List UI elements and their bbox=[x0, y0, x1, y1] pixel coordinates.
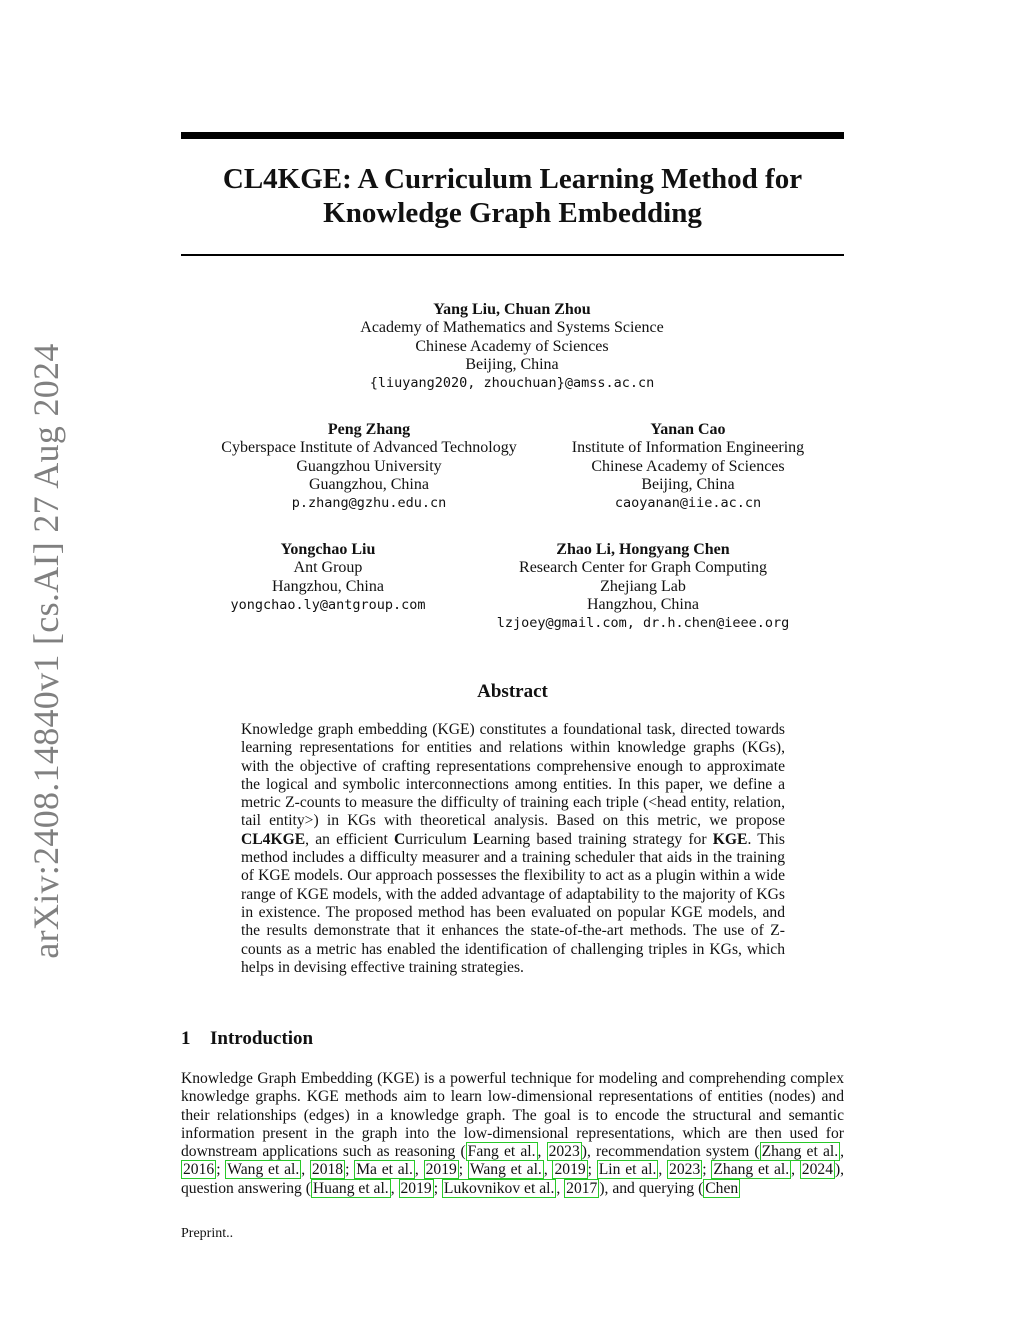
citation-link[interactable]: 2017 bbox=[566, 1179, 598, 1197]
abstract-bold-kge: KGE bbox=[712, 830, 748, 848]
intro-text: ), question answering ( bbox=[181, 1161, 845, 1197]
author-name: Yang Liu, Chuan Zhou bbox=[433, 301, 591, 318]
affiliation: Chinese Academy of Sciences bbox=[591, 457, 785, 475]
citation-link[interactable]: 2019 bbox=[554, 1161, 586, 1179]
intro-text: ), and querying ( bbox=[599, 1179, 704, 1197]
author-email[interactable]: {liuyang2020, zhouchuan}@amss.ac.cn bbox=[369, 375, 655, 392]
intro-text: Knowledge Graph Embedding (KGE) is a powerful technique for modeling and comprehending complex knowledge graphs. KGE methods aim to learn low-dimensional representations of entities (nodes) and their relationships (edges) in a knowledge graph. The goal is to encode the structural and semantic information present in the graph into the low-dimensional representations, which are then used for downstream applications such as reasoning ( bbox=[181, 1070, 844, 1161]
arxiv-identifier-stamp: arXiv:2408.14840v1 [cs.AI] 27 Aug 2024 bbox=[26, 343, 66, 959]
author-email[interactable]: p.zhang@gzhu.edu.cn bbox=[291, 495, 447, 512]
location: Hangzhou, China bbox=[587, 595, 699, 613]
citation-link[interactable]: 2016 bbox=[183, 1161, 215, 1179]
location: Guangzhou, China bbox=[309, 475, 429, 493]
citation-link[interactable]: Wang et al. bbox=[227, 1161, 300, 1179]
location: Beijing, China bbox=[641, 475, 735, 493]
author-email[interactable]: caoyanan@iie.ac.cn bbox=[614, 495, 762, 512]
abstract-body bbox=[241, 721, 785, 977]
abstract-bold-letter: C bbox=[394, 830, 406, 848]
affiliation: Chinese Academy of Sciences bbox=[415, 337, 609, 355]
affiliation: Research Center for Graph Computing bbox=[519, 559, 767, 577]
affiliation: Ant Group bbox=[293, 559, 363, 577]
author-name: Yongchao Liu bbox=[280, 541, 376, 558]
affiliation: Cyberspace Institute of Advanced Technology bbox=[221, 439, 517, 457]
author-block-yongchao-liu bbox=[208, 541, 448, 614]
intro-text: ), recommendation system ( bbox=[581, 1143, 760, 1161]
author-name: Peng Zhang bbox=[327, 421, 411, 438]
citation-link[interactable]: 2023 bbox=[548, 1143, 580, 1161]
author-block-li-chen bbox=[473, 541, 813, 632]
abstract-heading: Abstract bbox=[477, 681, 548, 702]
author-block-liu-zhou bbox=[312, 301, 712, 392]
section-number: 1 bbox=[181, 1028, 191, 1049]
location: Hangzhou, China bbox=[272, 577, 384, 595]
citation-link[interactable]: 2018 bbox=[311, 1161, 344, 1179]
abstract-text: Knowledge graph embedding (KGE) constitutes a foundational task, directed towards learning representations for entities and relations within knowledge graphs (KGs), with the objective of crafting representations comprehensive enough to approximate the logical and symbolic interconnections among entities. In this paper, we define a metric Z-counts to measure the difficulty of training each triple (<head entity, relation, tail entity>) in KGs with theoretical analysis. Based on this metric, we propose bbox=[241, 721, 785, 830]
author-block-zhang bbox=[204, 421, 534, 512]
citation-link[interactable]: 2024 bbox=[801, 1161, 833, 1179]
title-top-rule bbox=[181, 132, 844, 139]
title-line-1: CL4KGE: A Curriculum Learning Method for bbox=[222, 163, 803, 195]
title-bottom-rule bbox=[181, 254, 844, 256]
footer-preprint: Preprint.. bbox=[181, 1226, 234, 1241]
citation-link[interactable]: Huang et al. bbox=[312, 1179, 389, 1197]
affiliation: Guangzhou University bbox=[296, 457, 442, 475]
author-email[interactable]: yongchao.ly@antgroup.com bbox=[230, 596, 426, 613]
abstract-text: urriculum bbox=[405, 830, 473, 848]
citation-link[interactable]: Zhang et al. bbox=[713, 1161, 790, 1179]
location: Beijing, China bbox=[465, 355, 559, 373]
affiliation: Academy of Mathematics and Systems Science bbox=[360, 319, 664, 337]
title-line-2: Knowledge Graph Embedding bbox=[323, 197, 702, 229]
citation-link[interactable]: Zhang et al. bbox=[761, 1143, 839, 1161]
author-name: Zhao Li, Hongyang Chen bbox=[556, 541, 730, 558]
abstract-text: earning based training strategy for bbox=[483, 830, 713, 848]
section-title: Introduction bbox=[210, 1028, 314, 1049]
citation-link[interactable]: Chen bbox=[705, 1179, 739, 1197]
paper-title bbox=[181, 162, 844, 230]
introduction-paragraph: Knowledge Graph Embedding (KGE) is a powerful technique for modeling and comprehending complex knowledge graphs. KGE methods aim to learn low-dimensional representations of entities (nodes) and their relationships (edges) in a knowledge graph. The goal is to encode the structural and semantic information present in the graph into the low-dimensional representations, which are then used for downstream applications such as reasoning ( Fang et al. , 2023 ), recommendation system ( Zhang et al. , 2016 ; Wang et al. , 2018 ; Ma et al. , 2019 ; Wang et al. , 2019 ; Lin et al. , 2023 ; Zhang et al. , 2024 ), question answering ( Huang et al. , 2019 ; Lukovnikov et al. , 2017 ), and querying ( Chen bbox=[181, 1070, 845, 1197]
affiliation: Zhejiang Lab bbox=[600, 577, 686, 595]
citation-link[interactable]: 2019 bbox=[425, 1161, 457, 1179]
citation-link[interactable]: 2019 bbox=[400, 1179, 432, 1197]
author-block-cao bbox=[548, 421, 828, 512]
citation-link[interactable]: 2023 bbox=[669, 1161, 701, 1179]
citation-link[interactable]: Fang et al. bbox=[467, 1143, 536, 1161]
citation-link[interactable]: Lin et al. bbox=[598, 1161, 657, 1179]
citation-link[interactable]: Ma et al. bbox=[356, 1161, 413, 1179]
citation-link[interactable]: Lukovnikov et al. bbox=[443, 1179, 555, 1197]
author-email[interactable]: lzjoey@gmail.com, dr.h.chen@ieee.org bbox=[496, 615, 790, 632]
citation-link[interactable]: Wang et al. bbox=[469, 1161, 542, 1179]
abstract-bold-method: CL4KGE bbox=[241, 830, 306, 848]
abstract-text: , an efficient bbox=[305, 830, 395, 848]
section-heading-introduction bbox=[181, 1028, 313, 1050]
abstract-bold-letter: L bbox=[473, 830, 484, 848]
abstract-text: . This method includes a difficulty measurer and a training scheduler that aids in the training of KGE models. Our approach possesses the flexibility to act as a plugin within a wide range of KGE models, with the added advantage of adaptability to the majority of KGs in existence. The proposed method has been evaluated on popular KGE models, and the results demonstrate that it enhances the state-of-the-art methods. The use of Z-counts as a metric has enabled the identification of challenging triples in KGs, which helps in devising effective training strategies. bbox=[241, 830, 785, 976]
affiliation: Institute of Information Engineering bbox=[571, 439, 805, 457]
author-name: Yanan Cao bbox=[650, 421, 726, 438]
